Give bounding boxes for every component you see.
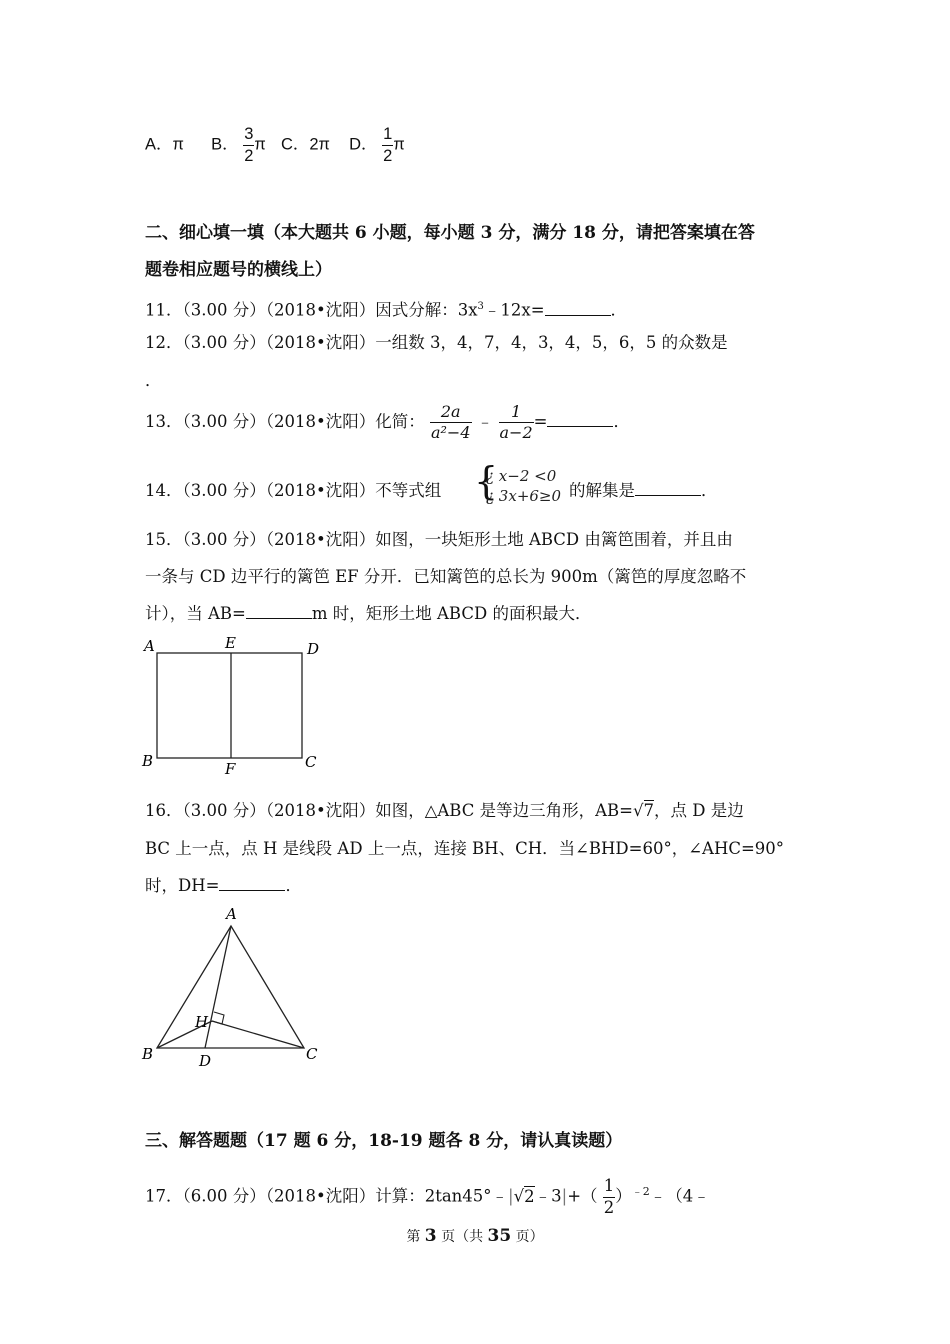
section2-heading-line2: 题卷相应题号的横线上） <box>145 260 332 280</box>
label-h: H <box>195 1013 209 1031</box>
q10-option-a: A．π <box>145 135 184 154</box>
section3-heading: 三、解答题题（17 题 6 分，18-19 题各 8 分，请认真读题） <box>145 1131 623 1151</box>
fraction-numerator: 2a <box>430 404 472 423</box>
q16-text: 16．（3.00 分）（2018•沈阳）如图，△ABC 是等边三角形，AB= <box>145 801 633 820</box>
q11-text-suffix: ﹣12x= <box>483 300 545 320</box>
question-12-line2: ． <box>145 371 162 390</box>
sqrt-icon: √ <box>513 1186 525 1206</box>
fraction-numerator: 1 <box>382 126 393 146</box>
q10-options <box>145 126 405 164</box>
fraction-denominator: a²−4 <box>430 423 471 442</box>
q11-period: ． <box>610 300 628 320</box>
label-d: D <box>307 640 320 658</box>
q13-fraction-2 <box>499 404 534 441</box>
q17-plus: +（ <box>567 1186 598 1206</box>
question-16-line2: BC 上一点，点 H 是线段 AD 上一点，连接 BH、CH．当∠BHD=60°，∠AHC=90° <box>145 839 785 858</box>
q14-period: ． <box>701 481 718 500</box>
q10-option-d-fraction <box>382 126 393 164</box>
label-f: F <box>225 760 236 778</box>
label-d: D <box>199 1052 212 1070</box>
fraction-denominator: 2 <box>383 146 393 165</box>
answer-blank[interactable] <box>545 301 611 316</box>
q17-fraction <box>603 1178 616 1216</box>
q16-text-3: 时，DH= <box>145 876 220 895</box>
triangle-abc <box>157 926 304 1048</box>
label-b: B <box>142 1045 154 1063</box>
footer-suffix: 页） <box>515 1229 544 1245</box>
question-17 <box>145 1178 710 1216</box>
q14-suffix-text: 的解集是 <box>569 481 635 500</box>
abs-bar-right: | <box>561 1186 568 1206</box>
q13-fraction-1 <box>430 404 472 441</box>
q11-text: 11．（3.00 分）（2018•沈阳）因式分解：3x <box>145 300 478 320</box>
question-15-line2: 一条与 CD 边平行的篱笆 EF 分开．已知篱笆的总长为 900m（篱笆的厚度忽略不 <box>145 567 747 586</box>
answer-blank[interactable] <box>547 412 613 427</box>
footer-middle: 页（共 <box>441 1229 484 1245</box>
q15-text: 计），当 AB= <box>145 604 246 623</box>
question-12: 12．（3.00 分）（2018•沈阳）一组数 3，4，7，4，3，4，5，6，5 的众数是 <box>145 333 728 352</box>
q10-option-d-label: D． <box>349 135 378 154</box>
minus-sign: ﹣ <box>476 412 494 431</box>
label-a: A <box>144 637 155 655</box>
q17-close-paren: ） <box>615 1186 632 1206</box>
q11-exponent: 3 <box>477 301 484 312</box>
q16-text-suffix: ，点 D 是边 <box>654 801 744 820</box>
q14-system <box>486 466 561 506</box>
question-14-text: 14．（3.00 分）（2018•沈阳）不等式组 <box>145 481 442 500</box>
page-footer <box>0 1226 950 1246</box>
q10-option-c: C．2π <box>280 135 330 154</box>
rectangle-abcd <box>157 653 302 758</box>
q17-radicand: 2 <box>524 1186 535 1206</box>
q17-text: 17．（6.00 分）（2018•沈阳）计算：2tan45°﹣ <box>145 1186 509 1206</box>
label-c: C <box>306 1045 318 1063</box>
question-16-line3 <box>145 875 302 897</box>
sqrt-icon: √ <box>632 801 644 820</box>
fraction-numerator: 1 <box>499 404 534 423</box>
q14-inequality-1: ¿ x−2 <0 <box>486 467 557 485</box>
label-a: A <box>226 905 237 923</box>
answer-blank[interactable] <box>635 481 701 496</box>
q10-option-b-fraction <box>243 126 254 164</box>
q17-exponent: ﹣2 <box>631 1185 650 1198</box>
section2-heading-line1: 二、细心填一填（本大题共 6 小题，每小题 3 分，满分 18 分，请把答案填在答 <box>145 223 755 243</box>
question-16-line1 <box>145 800 744 822</box>
answer-blank[interactable] <box>246 604 312 619</box>
q13-period: ． <box>613 412 630 431</box>
label-e: E <box>225 634 236 652</box>
q14-inequality-2: ¿ 3x+6≥0 <box>486 487 562 505</box>
question-15-line1: 15．（3.00 分）（2018•沈阳）如图，一块矩形土地 ABCD 由篱笆围着，并且由 <box>145 530 733 549</box>
q10-option-b-label: B． <box>211 135 239 154</box>
q16-triangle-figure <box>138 902 338 1072</box>
answer-blank[interactable] <box>219 876 285 891</box>
q17-abs-rest: ﹣3 <box>534 1186 562 1206</box>
fraction-denominator: 2 <box>603 1197 615 1217</box>
equals-sign: = <box>533 412 548 431</box>
pi-symbol: π <box>254 135 266 154</box>
footer-page-number: 3 <box>424 1226 437 1246</box>
q15-text-suffix: m 时，矩形土地 ABCD 的面积最大． <box>311 604 592 623</box>
segment-ad <box>205 926 231 1048</box>
question-14-suffix <box>569 480 718 502</box>
label-c: C <box>305 753 317 771</box>
q16-radicand: 7 <box>643 801 654 820</box>
q16-period: ． <box>285 876 302 895</box>
q17-tail: ﹣（4﹣ <box>649 1186 710 1206</box>
fraction-numerator: 3 <box>243 126 254 146</box>
footer-prefix: 第 <box>406 1229 421 1245</box>
left-brace-icon: { <box>474 459 499 503</box>
question-13 <box>145 404 630 441</box>
question-11 <box>145 296 627 322</box>
fraction-numerator: 1 <box>603 1178 616 1198</box>
label-b: B <box>142 752 154 770</box>
abs-bar-left: | <box>508 1186 514 1206</box>
pi-symbol: π <box>393 135 405 154</box>
fraction-denominator: 2 <box>244 146 254 165</box>
question-15-line3 <box>145 603 591 625</box>
fraction-denominator: a−2 <box>499 423 533 442</box>
footer-total-pages: 35 <box>487 1226 512 1246</box>
q15-rectangle-figure <box>138 632 338 782</box>
q13-text: 13．（3.00 分）（2018•沈阳）化简： <box>145 412 425 431</box>
